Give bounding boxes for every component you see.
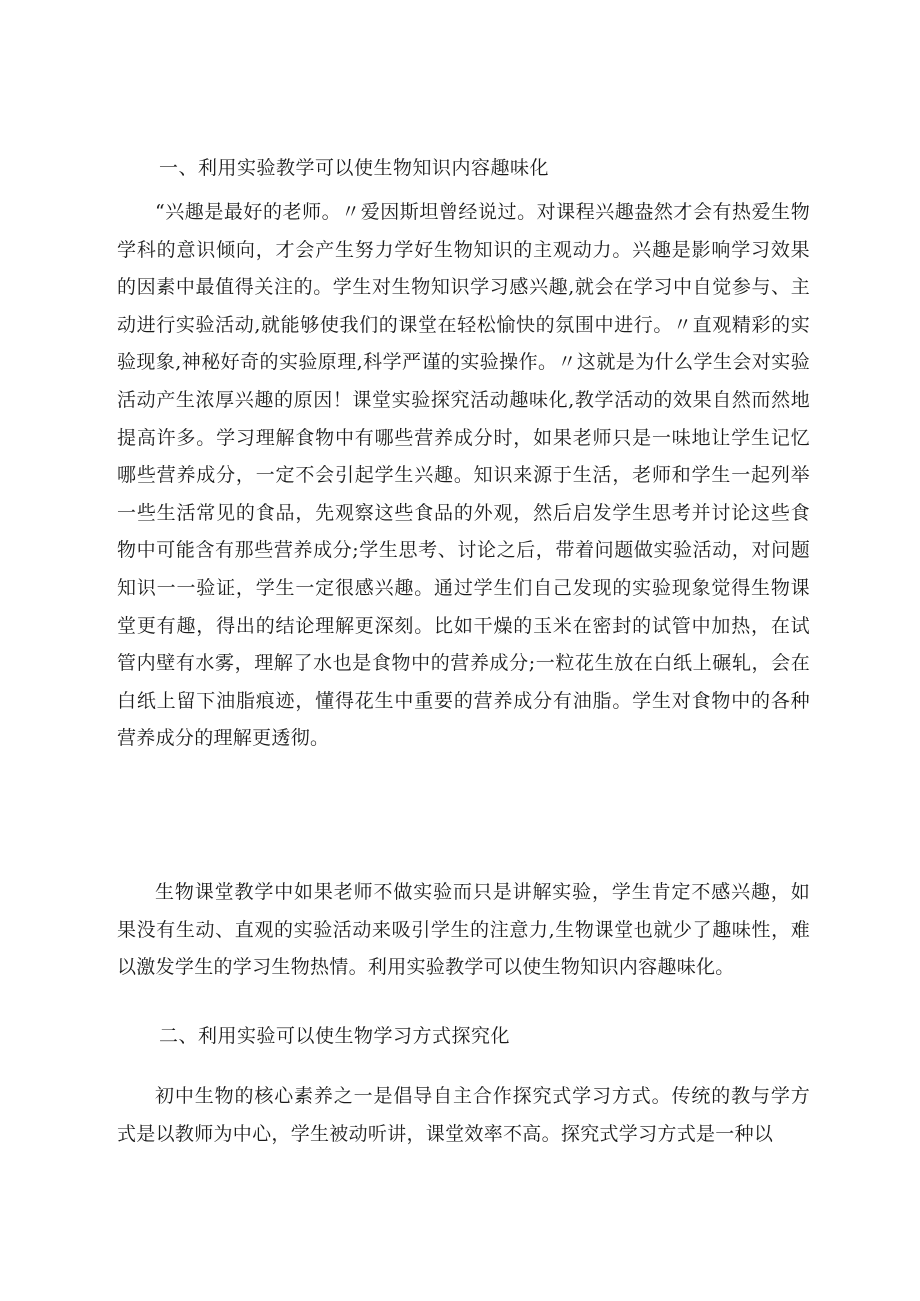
section-1-paragraph-1: “兴趣是最好的老师。〃爱因斯坦曾经说过。对课程兴趣盎然才会有热爱生物学科的意识倾向，才会产生努力学好生物知识的主观动力。兴趣是影响学习效果的因素中最值得关注的。学生对生物知识学习感兴趣,就会在学习中自觉参与、主动进行实验活动,就能够使我们的课堂在轻松愉快的氛围中进行。〃直观精彩的实验现象,神秘好奇的实验原理,科学严谨的实验操作。〃这就是为什么学生会对实验活动产生浓厚兴趣的原因！课堂实验探究活动趣味化,教学活动的效果自然而然地提高许多。学习理解食物中有哪些营养成分时，如果老师只是一味地让学生记忆哪些营养成分，一定不会引起学生兴趣。知识来源于生活，老师和学生一起列举一些生活常见的食品，先观察这些食品的外观，然后启发学生思考并讨论这些食物中可能含有那些营养成分;学生思考、讨论之后，带着问题做实验活动，对问题知识一一验证，学生一定很感兴趣。通过学生们自己发现的实验现象觉得生物课堂更有趣，得出的结论理解更深刻。比如干燥的玉米在密封的试管中加热，在试管内壁有水雾，理解了水也是食物中的营养成分;一粒花生放在白纸上碾轧，会在白纸上留下油脂痕迹，懂得花生中重要的营养成分有油脂。学生对食物中的各种营养成分的理解更透彻。: [117, 201, 810, 750]
section-heading-2: 二、利用实验可以使生物学习方式探究化: [159, 1025, 511, 1047]
section-heading-1: 一、利用实验教学可以使生物知识内容趣味化: [159, 157, 550, 179]
section-1-paragraph-2: 生物课堂教学中如果老师不做实验而只是讲解实验，学生肯定不感兴趣，如果没有生动、直观的实验活动来吸引学生的注意力,生物课堂也就少了趣味性，难以激发学生的学习生物热情。利用实验教学可以使生物知识内容趣味化。: [117, 881, 810, 979]
section-2-paragraph-1: 初中生物的核心素养之一是倡导自主合作探究式学习方式。传统的教与学方式是以教师为中心，学生被动听讲，课堂效率不高。探究式学习方式是一种以: [117, 1085, 810, 1145]
